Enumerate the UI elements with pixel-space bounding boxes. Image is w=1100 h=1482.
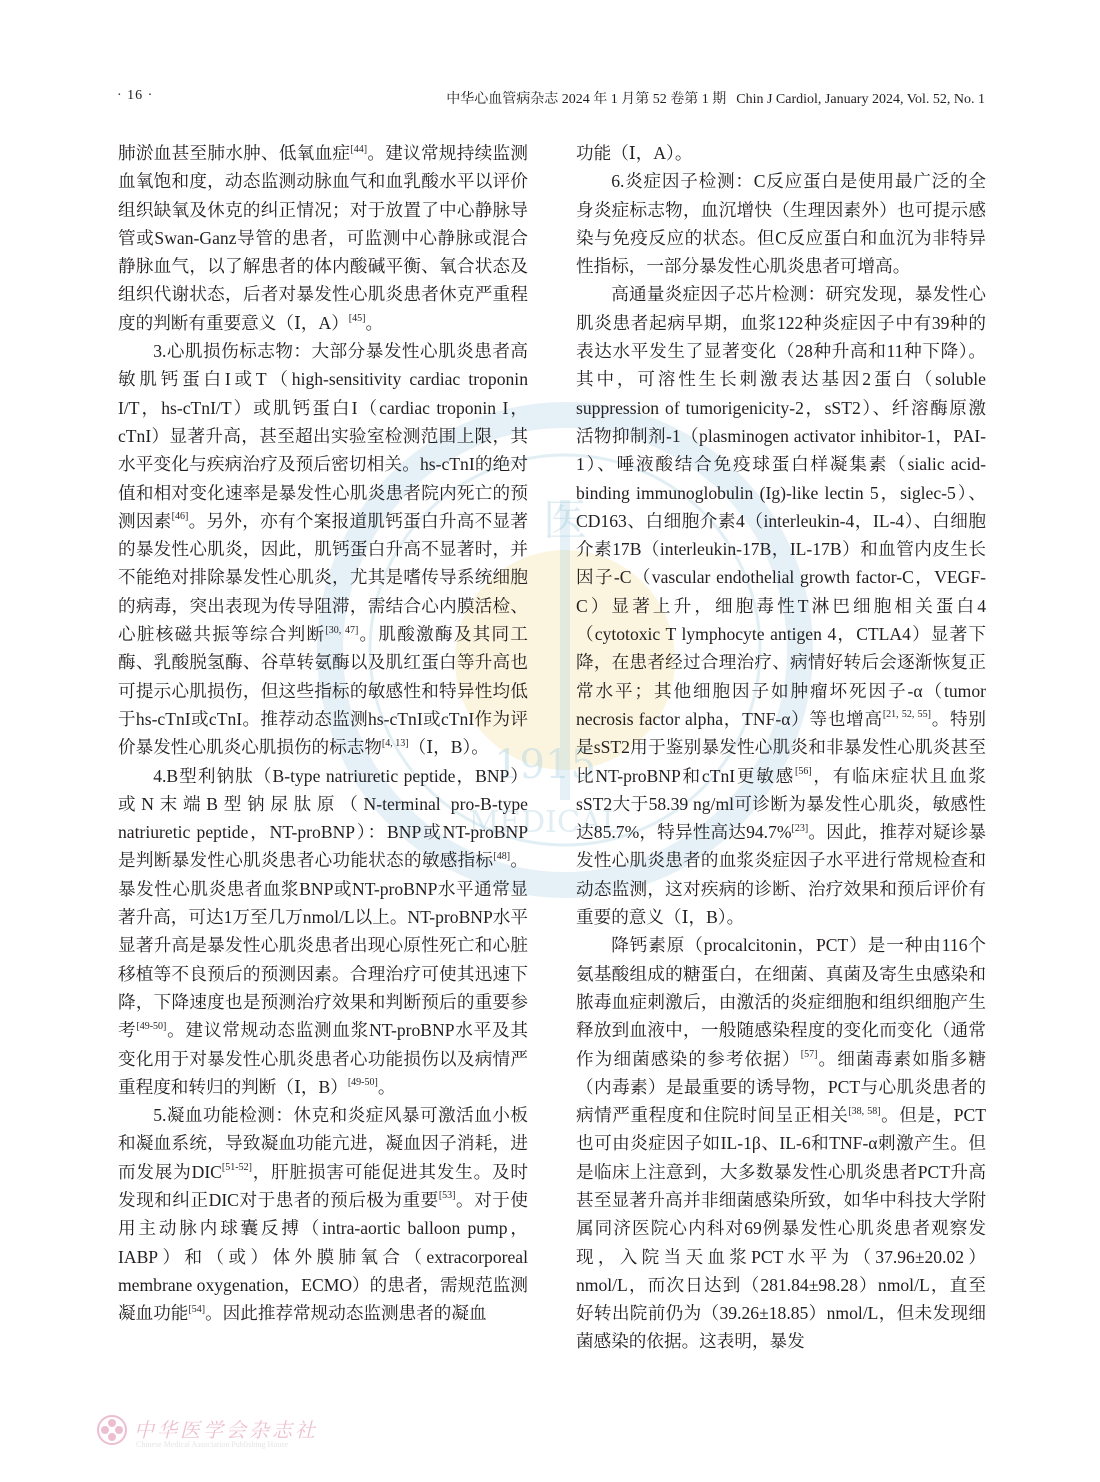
citation-ref: [49-50] [136,1020,167,1032]
text-run: 6.炎症因子检测：C反应蛋白是使用最广泛的全身炎症标志物，血沉增快（生理因素外）也可提示感染与免疫反应的状态。但C反应蛋白和血沉为非特异性指标，一部分暴发性心肌炎患者可增高。 [576,171,986,277]
journal-citation [446,88,985,108]
citation-ref: [51-52] [221,1162,252,1174]
citation-ref: [30, 47] [325,624,359,636]
text-run: 。因此，推荐对疑诊暴发性心肌炎患者的血浆炎症因子水平进行常规检查和动态监测，这对疾病的诊断、治疗效果和预后评价有重要的意义（Ⅰ，B）。 [576,822,986,928]
citation-ref: [38, 58] [848,1105,881,1117]
publisher-logo [96,1412,396,1456]
publisher-logo-en: Chinese Medical Association Publishing House [136,1440,288,1449]
text-run: 4.B型利钠肽（B-type natriuretic peptide，BNP）或N末端B型钠尿肽原（N-terminal pro-B-type natriuretic peptide，NT-proBNP）：BNP或NT-proBNP是判断暴发性心肌炎患者心功能状态的敏感指标 [118,765,528,871]
text-run: 。肌酸激酶及其同工酶、乳酸脱氢酶、谷草转氨酶以及肌红蛋白等升高也可提示心肌损伤，但这些指标的敏感性和特异性均低于hs-cTnI或cTnI。推荐动态监测hs-cTnI或cTnI作为评价暴发性心肌炎心肌损伤的标志物 [118,624,528,758]
paragraph [118,762,528,1102]
text-run: 。特别是sST2用于鉴别暴发性心肌炎和非暴发性心肌炎甚至比NT-proBNP和cTnI更敏感 [576,708,986,786]
text-run: 降钙素原（procalcitonin，PCT）是一种由116个氨基酸组成的糖蛋白，在细菌、真菌及寄生虫感染和脓毒血症刺激后，由激活的炎症细胞和组织细胞产生释放到血液中，一般随感染程度的变化而变化（通常作为细菌感染的参考依据） [576,935,986,1069]
right-column [576,139,986,1356]
paragraph [118,139,528,337]
text-run: （Ⅰ，B）。 [408,737,489,758]
paragraph [576,280,986,931]
text-run: 。建议常规持续监测血氧饱和度，动态监测动脉血气和血乳酸水平以评价组织缺氧及休克的纠正情况；对于放置了中心静脉导管或Swan-Ganz导管的患者，可监测中心静脉或混合静脉血气，以了解患者的体内酸碱平衡、氧合状态及组织代谢状态，后者对暴发性心肌炎患者休克严重程度的判断有重要意义（Ⅰ，A） [118,143,528,333]
paragraph [576,931,986,1355]
paragraph [118,1101,528,1327]
text-run: ，有临床症状且血浆sST2大于58.39 ng/ml可诊断为暴发性心肌炎，敏感性达85.7%，特异性高达94.7% [576,765,986,843]
text-run: 5.凝血功能检测：休克和炎症风暴可激活血小板和凝血系统，导致凝血功能亢进，凝血因子消耗，进而发展为DIC [118,1105,528,1182]
text-run: 。另外，亦有个案报道肌钙蛋白升高不显著的暴发性心肌炎，因此，肌钙蛋白升高不显著时，并不能绝对排除暴发性心肌炎，尤其是嗜传导系统细胞的病毒，突出表现为传导阻滞，需结合心内膜活检、心脏核磁共振等综合判断 [118,510,528,645]
paragraph [576,139,986,167]
text-run: 。建议常规动态监测血浆NT-proBNP水平及其变化用于对暴发性心肌炎患者心功能损伤以及病情严重程度和转归的判断（Ⅰ，B） [118,1020,528,1097]
text-run: 3.心肌损伤标志物：大部分暴发性心肌炎患者高敏肌钙蛋白I或T（high-sensitivity cardiac troponin I/T，hs-cTnI/T）或肌钙蛋白I（cardiac troponin I，cTnI）显著升高，甚至超出实验室检测范围上限，其水平变化与疾病治疗及预后密切相关。hs-cTnI的绝对值和相对变化速率是暴发性心肌炎患者院内死亡的预测因素 [118,341,528,531]
flower-logo-icon [96,1414,128,1446]
citation-ref: [21, 52, 55] [882,709,931,721]
text-run: 。但是，PCT也可由炎症因子如IL-1β、IL-6和TNF-α刺激产生。但是临床上注意到，大多数暴发性心肌炎患者PCT升高甚至显著升高并非细菌感染所致，如华中科技大学附属同济医院心内科对69例暴发性心肌炎患者观察发现，入院当天血浆PCT水平为（37.96±20.02）nmol/L，而次日达到（281.84±98.28）nmol/L，直至好转出院前仍为（39.26±18.85）nmol/L，但未发现细菌感染的依据。这表明，暴发 [576,1105,986,1352]
text-run: 。暴发性心肌炎患者血浆BNP或NT-proBNP水平通常显著升高，可达1万至几万nmol/L以上。NT-proBNP水平显著升高是暴发性心肌炎患者出现心原性死亡和心脏移植等不良预后的预测因素。合理治疗可使其迅速下降，下降速度也是预测治疗效果和判断预后的重要参考 [118,850,528,1041]
left-column [118,139,528,1327]
text-run: ，肝脏损害可能促进其发生。及时发现和纠正DIC对于患者的预后极为重要 [118,1161,528,1210]
citation-ref: [53] [438,1190,456,1202]
text-run: 。 [377,1076,396,1097]
publisher-logo-cn: 中华医学会杂志社 [134,1420,318,1442]
text-run: 。 [365,312,384,333]
text-run: 高通量炎症因子芯片检测：研究发现，暴发性心肌炎患者起病早期，血浆122种炎症因子中有39种的表达水平发生了显著变化（28种升高和11种下降）。其中，可溶性生长刺激表达基因2蛋白（soluble suppression of tumorigenicity-2，sST2）、纤溶酶原激活物抑制剂-1（plasminogen activator inhibitor-1，PAI-1）、唾液酸结合免疫球蛋白样凝集素（sialic acid-binding immunoglobulin (Ig)-like lectin 5，siglec-5）、CD163、白细胞介素4（interleukin-4，IL-4）、白细胞介素17B（interleukin-17B，IL-17B）和血管内皮生长因子-C（vascular endothelial growth factor-C，VEGF-C）显著上升，细胞毒性T淋巴细胞相关蛋白4（cytotoxic T lymphocyte antigen 4，CTLA4）显著下降，在患者经过合理治疗、病情好转后会逐渐恢复正常水平；其他细胞因子如肿瘤坏死因子-α（tumor necrosis factor alpha，TNF-α）等也增高 [576,284,986,729]
watermark-year: 1915 [494,742,596,788]
text-run: 。对于使用主动脉内球囊反搏（intra-aortic balloon pump，IABP）和（或）体外膜肺氧合（extracorporeal membrane oxygenation，ECMO）的患者，需规范监测凝血功能 [118,1189,528,1324]
citation-ref: [57] [800,1049,818,1060]
citation-ref: [56] [794,766,812,778]
citation-ref: [54] [188,1303,206,1315]
text-run: 。细菌毒素如脂多糖（内毒素）是最重要的诱导物，PCT与心肌炎患者的病情严重程度和住院时间呈正相关 [576,1048,986,1126]
text-run: 。因此推荐常规动态监测患者的凝血 [205,1303,487,1324]
journal-citation-cn: 中华心血管病杂志 2024 年 1 月第 52 卷第 1 期 [446,92,727,107]
citation-ref: [45] [348,313,366,325]
citation-ref: [23] [791,822,809,834]
paragraph [118,337,528,761]
citation-ref: [49-50] [347,1077,378,1089]
watermark-word: MEDICAL [468,805,622,840]
citation-ref: [44] [350,143,368,155]
running-header [117,88,985,110]
journal-citation-en: Chin J Cardiol, January 2024, Vol. 52, No. 1 [736,92,985,107]
text-run: 肺淤血甚至肺水肿、低氧血症 [118,143,351,163]
page-number: · 16 · [117,88,154,103]
citation-ref: [48] [493,850,511,862]
citation-ref: [46] [171,511,189,523]
watermark-char: 医 [543,495,587,546]
paragraph [576,167,986,280]
citation-ref: [4, 13] [381,737,409,749]
text-run: 功能（Ⅰ，A）。 [576,143,693,163]
